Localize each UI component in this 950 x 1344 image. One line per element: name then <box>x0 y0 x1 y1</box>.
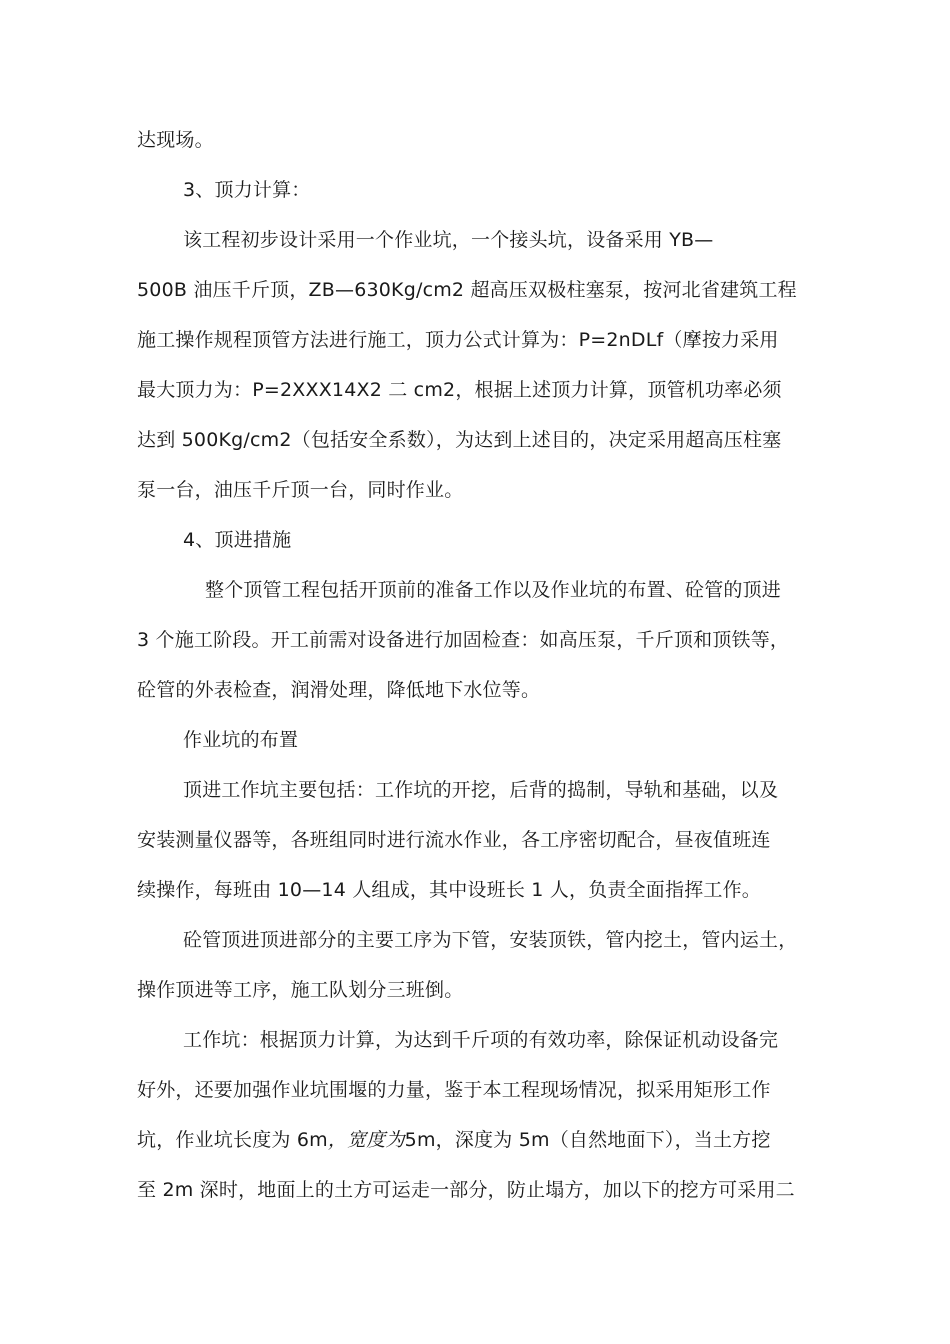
paragraph-line: 泵一台，油压千斤顶一台，同时作业。 <box>137 479 464 501</box>
paragraph-line: 操作顶进等工序，施工队划分三班倒。 <box>137 979 464 1001</box>
paragraph-line: 达现场。 <box>137 129 214 151</box>
section-heading: 3、顶力计算： <box>183 179 311 201</box>
paragraph-line: 达到 500Kg/cm2（包括安全系数），为达到上述目的，决定采用超高压柱塞 <box>137 429 782 451</box>
paragraph-line: 工作坑：根据顶力计算，为达到千斤项的有效功率，除保证机动设备完 <box>183 1029 779 1051</box>
paragraph-line: 整个顶管工程包括开顶前的准备工作以及作业坑的布置、砼管的顶进 <box>205 579 782 601</box>
paragraph-line: 3 个施工阶段。开工前需对设备进行加固检查：如高压泵，千斤顶和顶铁等， <box>137 629 790 651</box>
paragraph-line: 续操作，每班由 10—14 人组成，其中设班长 1 人，负责全面指挥工作。 <box>137 879 762 901</box>
line-segment: 坑，作业坑长度为 6m <box>137 1129 328 1151</box>
paragraph-line: 顶进工作坑主要包括：工作坑的开挖，后背的捣制，导轨和基础，以及 <box>183 779 779 801</box>
paragraph-line: 安装测量仪器等，各班组同时进行流水作业，各工序密切配合，昼夜值班连 <box>137 829 771 851</box>
paragraph-line: 砼管的外表检查，润滑处理，降低地下水位等。 <box>137 679 541 701</box>
subsection-heading: 作业坑的布置 <box>183 729 299 751</box>
paragraph-line: 施工操作规程顶管方法进行施工，顶力公式计算为：P=2nDLf（摩按力采用 <box>137 329 779 351</box>
paragraph-line: 500B 油压千斤顶，ZB—630Kg/cm2 超高压双极柱塞泵，按河北省建筑工程 <box>137 279 797 301</box>
italic-segment: ，宽度为 <box>327 1129 405 1151</box>
paragraph-line: 至 2m 深时，地面上的土方可运走一部分，防止塌方，加以下的挖方可采用二 <box>137 1179 795 1201</box>
line-segment: 5m，深度为 5m（自然地面下），当土方挖 <box>404 1129 771 1151</box>
paragraph-line: 砼管顶进顶进部分的主要工序为下管，安装顶铁，管内挖土，管内运土， <box>183 929 798 951</box>
paragraph-line <box>137 1127 771 1153</box>
paragraph-line: 最大顶力为：P=2XXX14X2 二 cm2，根据上述顶力计算，顶管机功率必须 <box>137 379 782 401</box>
section-heading: 4、顶进措施 <box>183 529 292 551</box>
paragraph-line: 该工程初步设计采用一个作业坑，一个接头坑，设备采用 YB— <box>183 229 714 251</box>
paragraph-line: 好外，还要加强作业坑围堰的力量，鉴于本工程现场情况，拟采用矩形工作 <box>137 1079 771 1101</box>
